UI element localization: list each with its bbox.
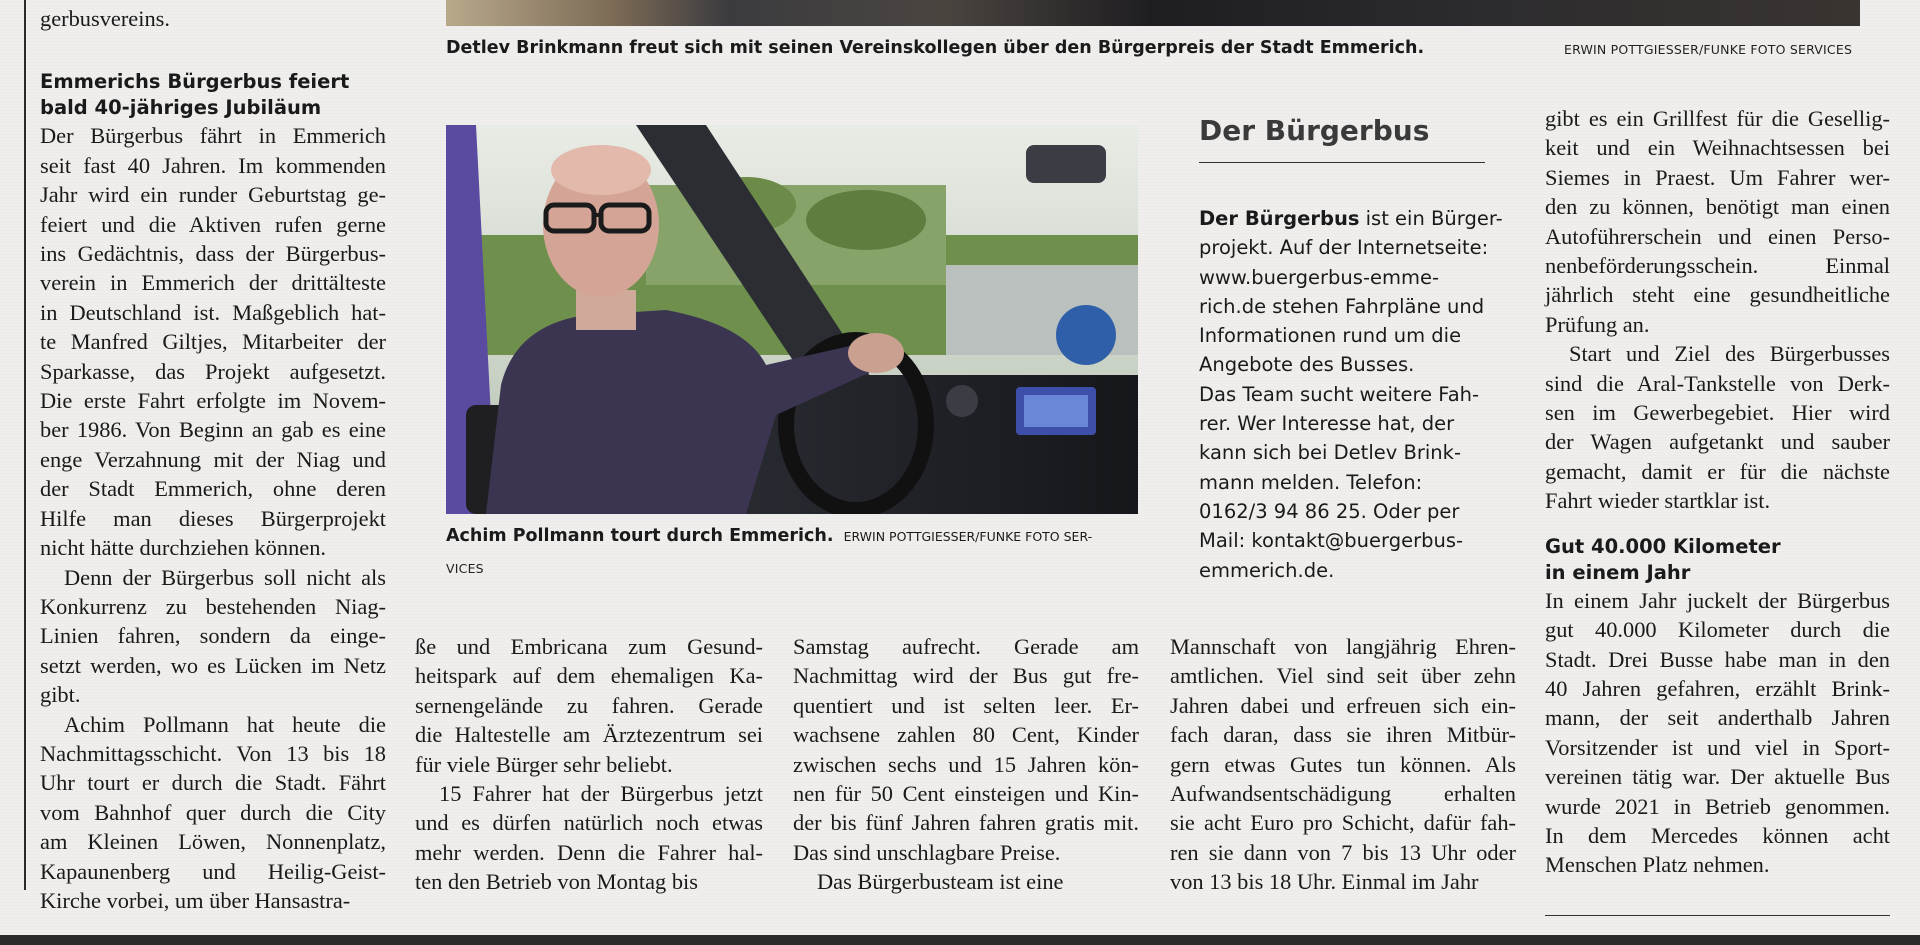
- text-line: gibt.: [40, 682, 81, 708]
- text-line: In einem Jahr juckelt der Bürgerbus: [1545, 587, 1890, 613]
- infobox-line: Das Team sucht weitere Fah-: [1199, 382, 1480, 406]
- text-line: Hilfe man dieses Bürgerprojekt: [40, 505, 386, 531]
- text-line: sind die Aral-Tankstelle von Derk-: [1545, 370, 1890, 396]
- text-line: und es dürfen natürlich noch etwas: [415, 810, 763, 836]
- text-line: mehr werden. Denn die Fahrer hal-: [415, 839, 763, 865]
- text-line: die Haltestelle am Ärztezentrum sei: [415, 722, 763, 748]
- column-1: [40, 4, 386, 915]
- infobox-body: [1199, 204, 1503, 585]
- heading-line: Emmerichs Bürgerbus feiert: [40, 70, 350, 94]
- top-photo-strip: [446, 0, 1860, 26]
- text-line: Autoführerschein und einen Perso-: [1545, 223, 1890, 249]
- text-line: Siemes in Praest. Um Fahrer wer-: [1545, 164, 1890, 190]
- text-line: te Manfred Giltjes, Mitarbeiter der: [40, 329, 386, 355]
- text-line: am Kleinen Löwen, Nonnenplatz,: [40, 829, 386, 855]
- text-line: Nachmittagsschicht. Von 13 bis 18: [40, 740, 386, 766]
- text-line: Samstag aufrecht. Gerade am: [793, 634, 1139, 659]
- paragraph-2: [1545, 339, 1890, 515]
- text-line: sie acht Euro pro Schicht, dafür fah-: [1170, 810, 1516, 836]
- infobox-line: mann melden. Telefon:: [1199, 470, 1423, 494]
- bus-driver-photo: [446, 125, 1138, 514]
- text-line: 15 Fahrer hat der Bürgerbus jetzt: [439, 781, 763, 807]
- top-photo-credit: ERWIN POTTGIESSER/FUNKE FOTO SERVICES: [1564, 42, 1853, 57]
- text-line: Achim Pollmann hat heute die: [64, 711, 386, 737]
- text-line: gibt es ein Grillfest für die Gesellig-: [1545, 106, 1890, 131]
- paragraph-1: [40, 121, 386, 562]
- text-line: ten den Betrieb von Montag bis: [415, 869, 698, 895]
- heading-line: bald 40-jähriges Jubiläum: [40, 96, 322, 120]
- photo-caption-text: Achim Pollmann tourt durch Emmerich.: [446, 526, 834, 546]
- infobox-line-text: ist ein Bürger-: [1359, 207, 1503, 230]
- text-line: nenbeförderungsschein. Einmal: [1545, 253, 1890, 279]
- text-line: ren sie dann von 7 bis 13 Uhr oder: [1170, 839, 1516, 865]
- infobox-line: emmerich.de.: [1199, 558, 1335, 582]
- page-bottom-edge: [0, 935, 1920, 945]
- text-line: vom Bahnhof quer durch die City: [40, 799, 386, 825]
- infobox-line: Informationen rund um die: [1199, 324, 1462, 348]
- text-line: Jahren dabei und erfreuen sich ein-: [1170, 692, 1516, 718]
- text-line: enge Verzahnung mit der Niag und: [40, 446, 386, 472]
- text-line: wachsene zahlen 80 Cent, Kinder: [793, 722, 1139, 748]
- column-5-end-rule: [1545, 915, 1890, 916]
- text-line: in Deutschland ist. Maßgeblich hat-: [40, 299, 386, 325]
- paragraph-2: [40, 563, 386, 710]
- text-line: Uhr tourt er durch die Stadt. Fährt: [40, 770, 386, 796]
- text-line: Stadt. Drei Busse habe man in den: [1545, 646, 1890, 672]
- text-line: gern etwas Gutes tun können. Als: [1170, 751, 1516, 777]
- paragraph-2: [415, 779, 763, 897]
- text-line: wurde 2021 in Betrieb genommen.: [1545, 793, 1890, 819]
- text-line: heitspark auf dem ehemaligen Ka-: [415, 663, 763, 689]
- section-heading-jubilaeum: [40, 69, 386, 121]
- infobox-line: www.buergerbus-emme-: [1199, 265, 1440, 289]
- paragraph-1: [793, 632, 1139, 867]
- top-photo-caption: Detlev Brinkmann freut sich mit seinen Vereinskollegen über den Bürgerpreis der Stadt Emmerich.: [446, 38, 1425, 58]
- paragraph-3: [40, 710, 386, 916]
- text-line: Sparkasse, das Projekt aufgesetzt.: [40, 358, 386, 384]
- left-column-rule: [24, 0, 26, 890]
- text-line: ße und Embricana zum Gesund-: [415, 634, 763, 659]
- text-line: Mannschaft von langjährig Ehren-: [1170, 634, 1516, 659]
- bus-driver-illustration: [446, 125, 1138, 514]
- text-line: feiert und die Aktiven rufen gerne: [40, 211, 386, 237]
- text-line: sen im Gewerbegebiet. Hier wird: [1545, 400, 1890, 426]
- text-line: Linien fahren, sondern da einge-: [40, 623, 386, 649]
- text-line: mann, der seit anderthalb Jahren: [1545, 705, 1890, 731]
- section-heading-kilometer: [1545, 534, 1890, 586]
- text-line: Prüfung an.: [1545, 311, 1650, 337]
- text-line: seit fast 40 Jahren. Im kommenden: [40, 152, 386, 178]
- text-line: der Wagen aufgetankt und sauber: [1545, 429, 1890, 455]
- column-5: [1545, 104, 1890, 880]
- text-line: Vorsitzender ist und viel in Sport-: [1545, 734, 1890, 760]
- paragraph-1: [1170, 632, 1516, 897]
- text-line: Das sind unschlagbare Preise.: [793, 839, 1061, 865]
- heading-line: in einem Jahr: [1545, 560, 1691, 584]
- text-line: ber 1986. Von Beginn an gab es eine: [40, 417, 386, 443]
- text-line: Jahr wird ein runder Geburtstag ge-: [40, 182, 386, 208]
- text-line: 40 Jahren gefahren, erzählt Brink-: [1545, 675, 1890, 701]
- text-line: Fahrt wieder startklar ist.: [1545, 488, 1771, 514]
- text-line: Denn der Bürgerbus soll nicht als: [64, 564, 386, 590]
- text-line: gut 40.000 Kilometer durch die: [1545, 617, 1890, 643]
- text-line: amtlichen. Viel sind seit über zehn: [1170, 663, 1516, 689]
- infobox-line: Mail: kontakt@buergerbus-: [1199, 529, 1464, 553]
- text-line: gemacht, damit er für die nächste: [1545, 458, 1890, 484]
- text-line: fach daran, dass sie ihren Mitbür-: [1170, 722, 1516, 748]
- photo-caption-credit: ERWIN POTTGIESSER/FUNKE FOTO SER-: [843, 529, 1093, 544]
- text-line: Kapaunenberg und Heilig-Geist-: [40, 858, 386, 884]
- text-line: Konkurrenz zu bestehenden Niag-: [40, 593, 386, 619]
- text-line: verein in Emmerich der drittälteste: [40, 270, 386, 296]
- paragraph-2: [793, 867, 1139, 896]
- text-line: Kirche vorbei, um über Hansastra-: [40, 887, 351, 913]
- column-3: [793, 632, 1139, 897]
- paragraph-1: [1545, 104, 1890, 339]
- paragraph-3: [1545, 586, 1890, 880]
- infobox-line: projekt. Auf der Internetseite:: [1199, 236, 1489, 260]
- infobox-lead: Der Bürgerbus: [1199, 207, 1360, 230]
- text-line: jährlich steht eine gesundheitliche: [1545, 282, 1890, 308]
- text-line: Menschen Platz nehmen.: [1545, 852, 1770, 878]
- text-line: In dem Mercedes können acht: [1545, 822, 1890, 848]
- text-line: von 13 bis 18 Uhr. Einmal im Jahr: [1170, 869, 1479, 895]
- infobox-title: Der Bürgerbus: [1199, 114, 1430, 147]
- paragraph-1: [415, 632, 763, 779]
- text-line: sernengelände zu fahren. Gerade: [415, 692, 763, 718]
- text-line: der Stadt Emmerich, ohne deren: [40, 476, 386, 502]
- text-line: vereinen tätig war. Der aktuelle Bus: [1545, 764, 1890, 790]
- text-line: setzt werden, wo es Lücken im Netz: [40, 652, 386, 678]
- infobox-rule: [1199, 162, 1485, 163]
- text-line: nicht hätte durchziehen können.: [40, 535, 326, 561]
- heading-line: Gut 40.000 Kilometer: [1545, 534, 1781, 558]
- infobox-line: [1199, 204, 1503, 233]
- infobox-line: kann sich bei Detlev Brink-: [1199, 441, 1461, 465]
- cut-line: gerbusvereins.: [40, 6, 170, 31]
- infobox-line: rich.de stehen Fahrpläne und: [1199, 294, 1485, 318]
- text-line: keit und ein Weihnachtsessen bei: [1545, 135, 1890, 161]
- text-line: Das Bürgerbusteam ist eine: [817, 869, 1064, 895]
- infobox-line: rer. Wer Interesse hat, der: [1199, 412, 1455, 436]
- text-line: der bis fünf Jahren fahren gratis mit.: [793, 810, 1139, 836]
- photo-caption-credit-cont: VICES: [446, 561, 484, 576]
- infobox-line: 0162/3 94 86 25. Oder per: [1199, 499, 1460, 523]
- text-line: für viele Bürger sehr beliebt.: [415, 751, 673, 777]
- text-line: quentiert und ist selten leer. Er-: [793, 692, 1139, 718]
- column-2: [415, 632, 763, 897]
- text-line: Der Bürgerbus fährt in Emmerich: [40, 123, 386, 149]
- photo-caption: [446, 526, 1092, 546]
- column-4: [1170, 632, 1516, 897]
- text-line: nen für 50 Cent einsteigen und Kin-: [793, 781, 1139, 807]
- text-line: zwischen sechs und 15 Jahren kön-: [793, 751, 1139, 777]
- infobox-line: Angebote des Busses.: [1199, 353, 1415, 377]
- text-line: Start und Ziel des Bürgerbusses: [1569, 341, 1890, 367]
- text-line: Die erste Fahrt erfolgte im Novem-: [40, 388, 386, 414]
- text-line: den zu können, benötigt man einen: [1545, 194, 1890, 220]
- text-line: ins Gedächtnis, dass der Bürgerbus-: [40, 241, 386, 267]
- text-line: Nachmittag wird der Bus gut fre-: [793, 663, 1139, 689]
- text-line: Aufwandsentschädigung erhalten: [1170, 781, 1516, 807]
